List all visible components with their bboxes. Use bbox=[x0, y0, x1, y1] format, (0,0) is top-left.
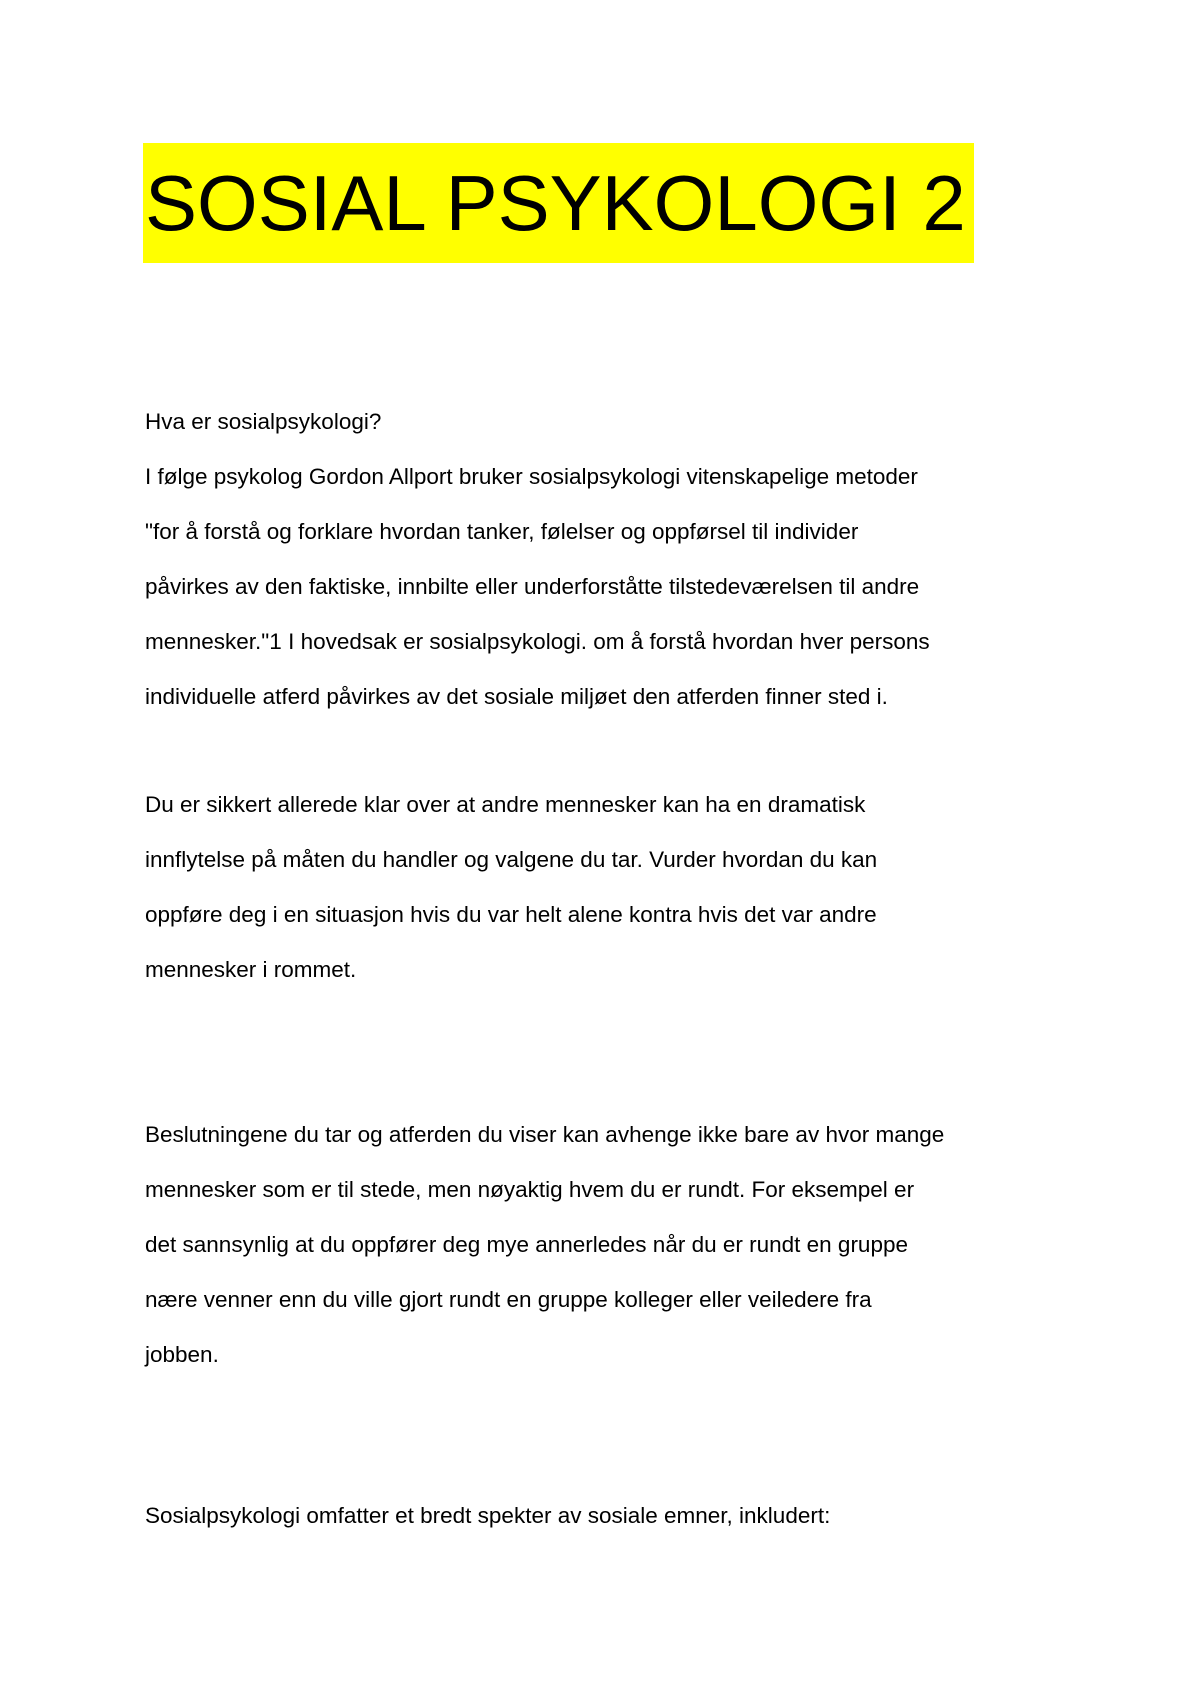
paragraph-line: nære venner enn du ville gjort rundt en gruppe kolleger eller veiledere fra bbox=[145, 1287, 872, 1312]
paragraph-line: "for å forstå og forklare hvordan tanker, følelser og oppførsel til individer bbox=[145, 519, 859, 544]
document-title: SOSIAL PSYKOLOGI 2 bbox=[145, 159, 966, 247]
paragraph-line: Sosialpsykologi omfatter et bredt spekter av sosiale emner, inkludert: bbox=[145, 1503, 831, 1528]
paragraph-line: det sannsynlig at du oppfører deg mye annerledes når du er rundt en gruppe bbox=[145, 1232, 908, 1257]
paragraph-line: individuelle atferd påvirkes av det sosiale miljøet den atferden finner sted i. bbox=[145, 684, 888, 709]
paragraph-what-is bbox=[145, 394, 1085, 724]
paragraph-line: jobben. bbox=[145, 1342, 219, 1367]
paragraph-line: mennesker som er til stede, men nøyaktig hvem du er rundt. For eksempel er bbox=[145, 1177, 915, 1202]
paragraph-influence bbox=[145, 777, 1085, 997]
paragraph-line: Beslutningene du tar og atferden du viser kan avhenge ikke bare av hvor mange bbox=[145, 1122, 945, 1147]
paragraph-line: påvirkes av den faktiske, innbilte eller underforståtte tilstedeværelsen til andre bbox=[145, 574, 920, 599]
paragraph-line: innflytelse på måten du handler og valgene du tar. Vurder hvordan du kan bbox=[145, 847, 878, 872]
paragraph-line: mennesker."1 I hovedsak er sosialpsykologi. om å forstå hvordan hver persons bbox=[145, 629, 930, 654]
title-highlight bbox=[143, 143, 974, 263]
paragraph-line: Du er sikkert allerede klar over at andre mennesker kan ha en dramatisk bbox=[145, 792, 866, 817]
paragraph-decisions bbox=[145, 1107, 1085, 1382]
paragraph-line: I følge psykolog Gordon Allport bruker sosialpsykologi vitenskapelige metoder bbox=[145, 464, 918, 489]
paragraph-topics bbox=[145, 1488, 1085, 1543]
paragraph-line: mennesker i rommet. bbox=[145, 957, 357, 982]
paragraph-line: oppføre deg i en situasjon hvis du var helt alene kontra hvis det var andre bbox=[145, 902, 877, 927]
paragraph-line: Hva er sosialpsykologi? bbox=[145, 409, 382, 434]
